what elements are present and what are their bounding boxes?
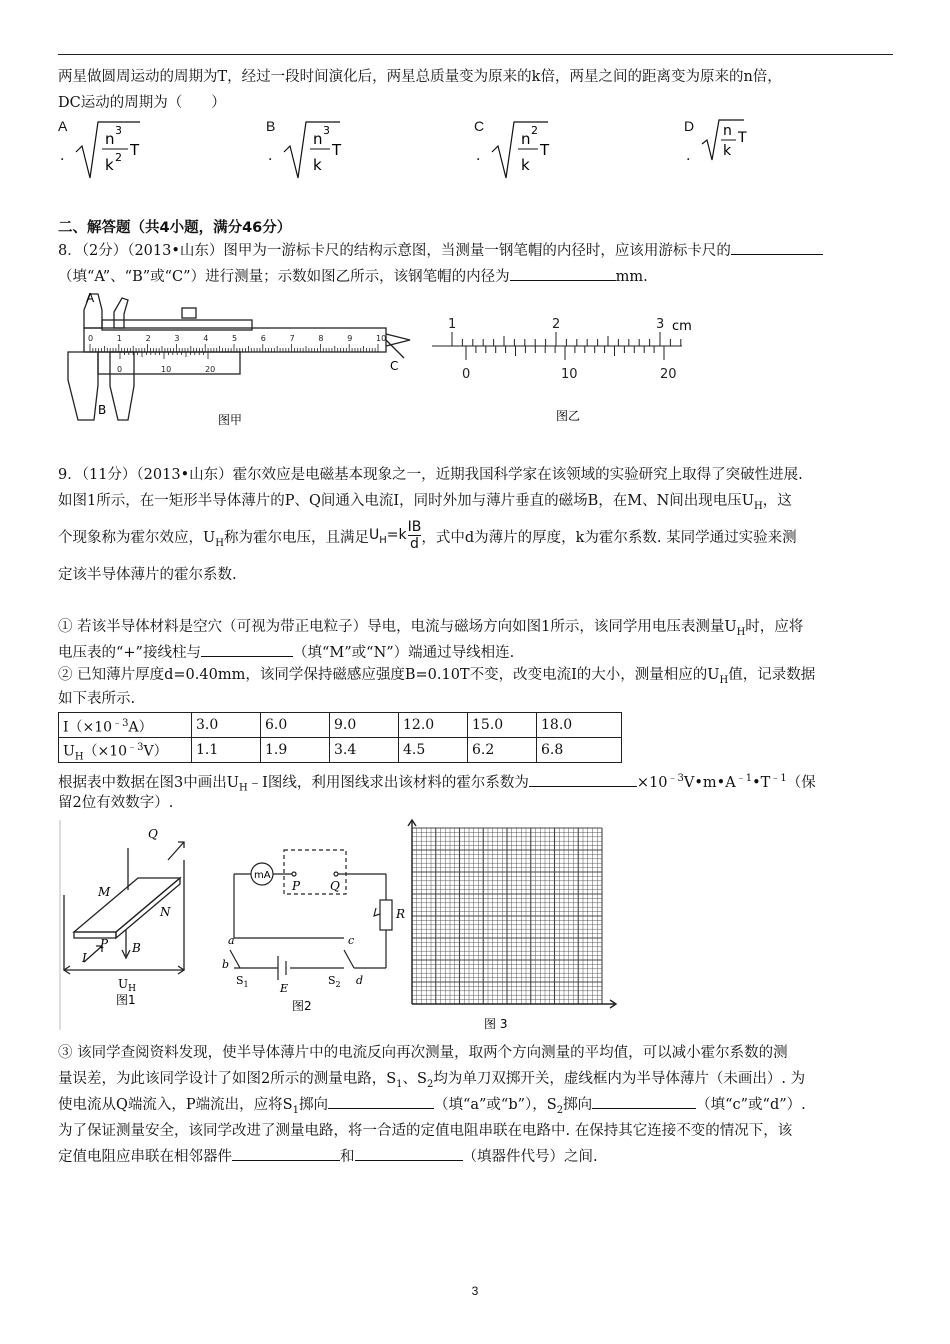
text: 、S bbox=[402, 1071, 427, 1087]
sub: 2 bbox=[426, 1078, 434, 1090]
figure-yi-caption: 图乙 bbox=[556, 409, 581, 423]
fig1-label-p: P bbox=[100, 937, 109, 951]
data-table bbox=[58, 712, 622, 763]
q9-p1-line3 bbox=[58, 518, 894, 561]
text: V•m•A bbox=[683, 774, 736, 791]
fig1-label-n: N bbox=[160, 905, 171, 919]
formula-eq: =k bbox=[386, 527, 407, 543]
fig1-label-b: B bbox=[132, 941, 141, 955]
main-scale-label: 2 bbox=[145, 334, 151, 343]
table-cell: 6.0 bbox=[261, 713, 330, 738]
sup: ﹣1 bbox=[735, 773, 753, 784]
q9-s3-line5 bbox=[58, 1144, 894, 1170]
vernier-label: 10 bbox=[161, 365, 172, 374]
option-letter: A bbox=[58, 118, 68, 134]
formula-lhs: U bbox=[368, 527, 380, 543]
main-scale-label: 3 bbox=[174, 334, 180, 343]
vernier-label: 20 bbox=[205, 365, 216, 374]
denominator: k bbox=[521, 156, 530, 174]
main-scale-label: 9 bbox=[347, 334, 353, 343]
fig2-label-a: a bbox=[228, 934, 235, 947]
text: 和 bbox=[340, 1149, 355, 1165]
text: 个现象称为霍尔效应，U bbox=[58, 529, 216, 546]
unit-cm: cm bbox=[672, 319, 692, 334]
fig2-label-e: E bbox=[280, 982, 289, 995]
q7-line2: DC运动的周期为（ ） bbox=[58, 95, 226, 111]
numerator: n bbox=[723, 123, 732, 139]
section-title: 二、解答题（共4小题，满分46分） bbox=[58, 220, 292, 236]
figure-jia-caliper bbox=[58, 290, 428, 430]
fig1-label-q: Q bbox=[148, 827, 158, 841]
q7-option-b[interactable] bbox=[266, 118, 446, 188]
denominator: k bbox=[105, 156, 114, 174]
text: （保 bbox=[786, 774, 816, 791]
text: •T bbox=[752, 774, 771, 791]
figure-3-grid bbox=[400, 818, 620, 1034]
text: 掷向 bbox=[298, 1097, 328, 1113]
q9-s2-line4: 留2位有效数字）. bbox=[58, 795, 174, 811]
q8-text: （填“A”、“B”或“C”）进行测量；示数如图乙所示，该钢笔帽的内径为 bbox=[58, 269, 510, 285]
table-cell: 3.0 bbox=[192, 713, 261, 738]
q9-s3-line1: ③ 该同学查阅资料发现，使半导体薄片中的电流反向再次测量，取两个方向测量的平均值，可以减小霍尔系数的测 bbox=[58, 1045, 788, 1061]
option-letter: B bbox=[266, 118, 276, 134]
denominator: k bbox=[313, 156, 322, 174]
text: （填“M”或“N”）端通过导线相连. bbox=[292, 645, 515, 661]
denominator-exponent: 2 bbox=[115, 151, 122, 164]
sqrt-expression bbox=[698, 118, 798, 168]
fig2-label-b: b bbox=[222, 958, 230, 971]
text: 使电流从Q端流入，P端流出，应将S bbox=[58, 1097, 293, 1113]
vernier-label: 20 bbox=[660, 367, 677, 382]
q9-blank-mn[interactable] bbox=[201, 641, 293, 657]
option-dot: . bbox=[60, 148, 65, 164]
numerator-exponent: 2 bbox=[531, 124, 538, 137]
q8-line2 bbox=[58, 264, 894, 290]
main-scale-label: 10 bbox=[376, 334, 387, 343]
tail: T bbox=[738, 130, 747, 146]
figure-2-circuit bbox=[206, 844, 406, 1014]
table-cell: 1.1 bbox=[192, 738, 261, 763]
text: （填器件代号）之间. bbox=[462, 1149, 598, 1165]
fig2-label-s2: $S_2$ bbox=[328, 974, 341, 989]
q7-line1: 两星做圆周运动的周期为T，经过一段时间演化后，两星总质量变为原来的k倍，两星之间的距离变为原来的n倍， bbox=[58, 69, 782, 85]
main-scale-label: 5 bbox=[232, 334, 238, 343]
q8-blank-1[interactable] bbox=[731, 239, 823, 255]
sub: 1 bbox=[292, 1104, 299, 1116]
main-scale-label: 2 bbox=[552, 317, 561, 332]
option-dot: . bbox=[268, 148, 273, 164]
table-cell: 9.0 bbox=[330, 713, 399, 738]
fig1-label-i: I bbox=[82, 951, 87, 965]
q8-blank-2[interactable] bbox=[510, 265, 616, 281]
sqrt-expression bbox=[280, 118, 400, 182]
tail: T bbox=[540, 141, 550, 159]
main-scale-label: 8 bbox=[318, 334, 324, 343]
text: 根据表中数据在图3中画出U bbox=[58, 774, 239, 791]
figure-yi-reading bbox=[420, 312, 710, 430]
sub-h: H bbox=[238, 782, 248, 794]
label-c: C bbox=[390, 359, 399, 373]
text: 均为单刀双掷开关，虚线框内为半导体薄片（未画出）. 为 bbox=[433, 1071, 806, 1087]
sqrt-expression bbox=[488, 118, 608, 182]
q9-p1-line2 bbox=[58, 488, 894, 520]
table-cell: 15.0 bbox=[468, 713, 537, 738]
vernier-label: 10 bbox=[561, 367, 578, 382]
q9-p1-line4: 定该半导体薄片的霍尔系数. bbox=[58, 567, 237, 583]
text: 时，应将 bbox=[745, 619, 804, 635]
fig2-label-ma: mA bbox=[254, 870, 271, 881]
text: ×10 bbox=[636, 774, 668, 791]
table-row-voltage bbox=[59, 738, 622, 763]
sub: 2 bbox=[556, 1104, 564, 1116]
header-rule bbox=[58, 54, 893, 55]
numerator-exponent: 3 bbox=[323, 124, 330, 137]
table-cell: 3.4 bbox=[330, 738, 399, 763]
q9-blank-device-2[interactable] bbox=[355, 1145, 463, 1161]
numerator: n bbox=[313, 130, 323, 148]
formula-den: d bbox=[410, 535, 419, 552]
sub-h: H bbox=[736, 626, 746, 638]
q9-p1-line1: 9．（11分）（2013•山东）霍尔效应是电磁基本现象之一，近期我国科学家在该领域的实验研究上取得了突破性进展. bbox=[58, 467, 803, 483]
fig2-label-p: P bbox=[292, 879, 301, 893]
text: （填“a”或“b”），S bbox=[433, 1097, 557, 1113]
label-b: B bbox=[98, 403, 107, 417]
page-number: 3 bbox=[471, 1284, 479, 1298]
option-letter: C bbox=[474, 118, 485, 134]
q8-text: 8．（2分）（2013•山东）图甲为一游标卡尺的结构示意图，当测量一钢笔帽的内径时，应该用游标卡尺的 bbox=[58, 243, 731, 259]
main-scale-label: 6 bbox=[260, 334, 266, 343]
denominator: k bbox=[723, 143, 732, 159]
formula-fraction bbox=[408, 519, 422, 552]
figure-1-hall-plate bbox=[58, 820, 198, 1030]
formula-sub: H bbox=[379, 534, 387, 546]
row-head: $U_H(\times 10^{﹣3}V)$ bbox=[59, 738, 192, 763]
fig3-caption: 图 3 bbox=[484, 1017, 508, 1031]
q9-blank-s1[interactable] bbox=[328, 1093, 434, 1109]
main-scale-label: 3 bbox=[656, 317, 665, 332]
q8-line1 bbox=[58, 238, 894, 264]
vernier-label: 0 bbox=[462, 367, 471, 382]
sup: ﹣3 bbox=[667, 773, 684, 784]
text: 称为霍尔电压，且满足 bbox=[223, 529, 369, 546]
q8-unit: mm. bbox=[615, 269, 648, 285]
text: ﹣I图线，利用图线求出该材料的霍尔系数为 bbox=[247, 774, 529, 791]
fig1-caption: 图1 bbox=[116, 993, 136, 1007]
text: （填“c”或“d”）. bbox=[696, 1097, 806, 1113]
formula-num: IB bbox=[407, 518, 422, 535]
fig2-label-c: c bbox=[348, 934, 355, 947]
sqrt-expression bbox=[72, 118, 192, 182]
label-a: A bbox=[86, 291, 95, 305]
option-dot: . bbox=[476, 148, 481, 164]
fig2-label-r: R bbox=[396, 907, 406, 921]
fig1-label-uh: $U_H$ bbox=[118, 977, 136, 994]
q9-s2-line2: 如下表所示. bbox=[58, 691, 136, 707]
table-row-current bbox=[59, 713, 622, 738]
q7-option-a[interactable] bbox=[58, 118, 238, 188]
q7-option-d[interactable] bbox=[684, 118, 864, 188]
numerator-exponent: 3 bbox=[115, 124, 122, 137]
option-letter: D bbox=[684, 118, 695, 134]
numerator: n bbox=[105, 130, 115, 148]
sup: ﹣1 bbox=[770, 773, 787, 784]
text: ② 已知薄片厚度d=0.40mm，该同学保持磁感应强度B=0.10T不变，改变电流I的大小，测量相应的U bbox=[58, 667, 720, 683]
table-cell: 1.9 bbox=[261, 738, 330, 763]
fig1-label-m: M bbox=[98, 885, 111, 899]
text: 掷向 bbox=[563, 1097, 593, 1113]
tail: T bbox=[130, 141, 140, 159]
table-cell: 18.0 bbox=[537, 713, 622, 738]
q9-blank-device-1[interactable] bbox=[232, 1145, 340, 1161]
text: 定值电阻应串联在相邻器件 bbox=[58, 1149, 232, 1165]
q9-blank-s2[interactable] bbox=[592, 1093, 696, 1109]
tail: T bbox=[332, 141, 342, 159]
hall-formula bbox=[369, 518, 421, 558]
sub-h: H bbox=[754, 500, 763, 512]
q7-option-c[interactable] bbox=[474, 118, 654, 188]
main-scale-label: 1 bbox=[448, 317, 457, 332]
main-scale-label: 1 bbox=[116, 334, 122, 343]
table-cell: 12.0 bbox=[399, 713, 468, 738]
row-head: $I(\times 10^{﹣3}A)$ bbox=[59, 713, 192, 738]
main-scale-label: 4 bbox=[203, 334, 209, 343]
text: ，式中d为薄片的厚度，k为霍尔系数. 某同学通过实验来测 bbox=[421, 529, 797, 546]
text: ，这 bbox=[762, 493, 792, 509]
table-cell: 6.8 bbox=[537, 738, 622, 763]
sub-h: H bbox=[719, 674, 729, 686]
sub: 1 bbox=[396, 1078, 403, 1090]
sub-h: H bbox=[215, 537, 224, 549]
text: 量误差，为此该同学设计了如图2所示的测量电路，S bbox=[58, 1071, 397, 1087]
text: 如图1所示，在一矩形半导体薄片的P、Q间通入电流I，同时外加与薄片垂直的磁场B，在M、N间出现电压U bbox=[58, 493, 755, 509]
figure-jia-caption: 图甲 bbox=[218, 413, 243, 427]
q9-s3-line4: 为了保证测量安全，该同学改进了测量电路，将一合适的定值电阻串联在电路中. 在保持其它连接不变的情况下，该 bbox=[58, 1123, 793, 1139]
main-scale-label: 0 bbox=[88, 334, 94, 343]
fig2-label-s1: $S_1$ bbox=[236, 974, 249, 989]
numerator: n bbox=[521, 130, 531, 148]
q9-blank-hall-coefficient[interactable] bbox=[529, 771, 637, 787]
vernier-label: 0 bbox=[117, 365, 123, 374]
text: ① 若该半导体材料是空穴（可视为带正电粒子）导电，电流与磁场方向如图1所示，该同学用电压表测量U bbox=[58, 619, 737, 635]
text: 值，记录数据 bbox=[728, 667, 816, 683]
table-cell: 4.5 bbox=[399, 738, 468, 763]
text: 电压表的“+”接线柱与 bbox=[58, 645, 201, 661]
fig2-caption: 图2 bbox=[292, 999, 312, 1013]
option-dot: . bbox=[686, 148, 691, 164]
fig2-label-d: d bbox=[356, 974, 364, 987]
main-scale-label: 7 bbox=[289, 334, 295, 343]
table-cell: 6.2 bbox=[468, 738, 537, 763]
fig2-label-q: Q bbox=[330, 879, 340, 893]
